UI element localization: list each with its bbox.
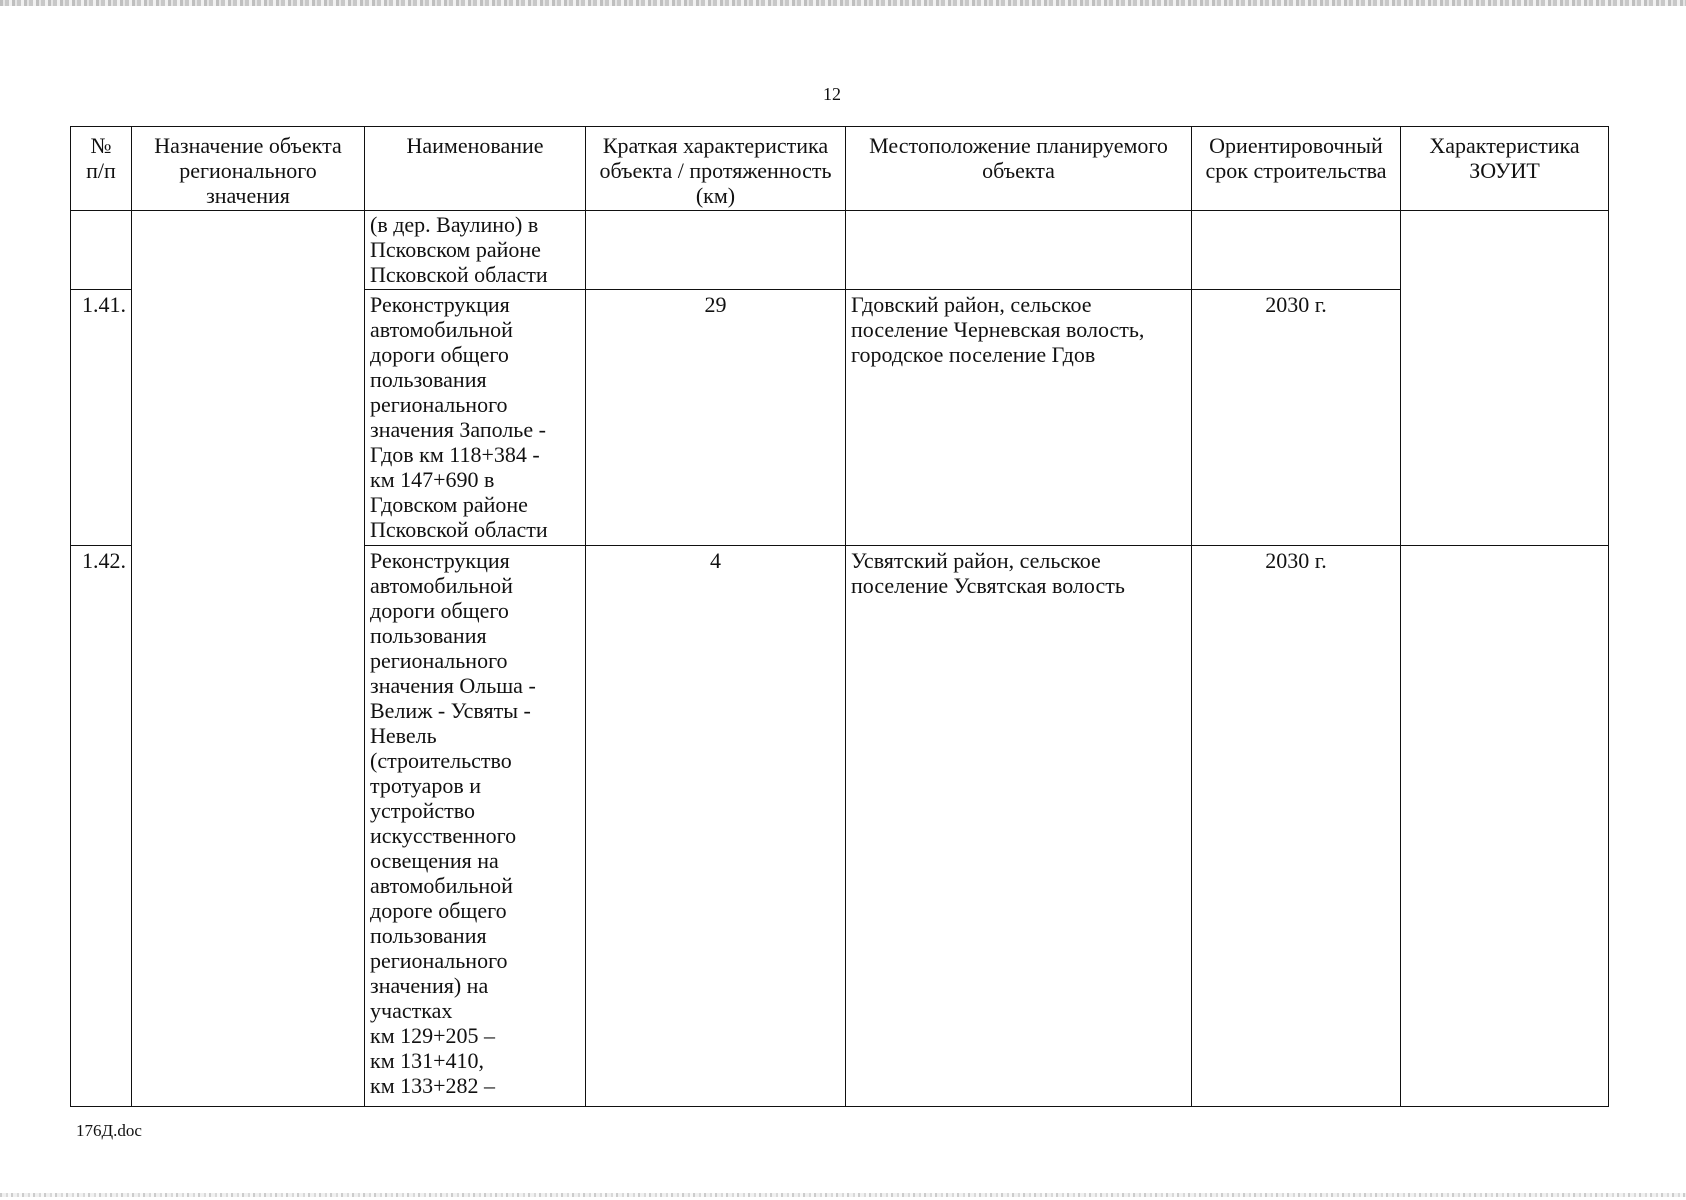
cell-name (365, 546, 586, 1107)
cell-characteristic: 4 (586, 546, 846, 1107)
header-term: Ориентировочный срок строительства (1192, 127, 1401, 211)
table-header-row (71, 127, 1609, 211)
header-characteristic: Краткая характеристика объекта / протяженность (км) (586, 127, 846, 211)
header-num-label: № п/п (86, 133, 116, 183)
page-number: 12 (823, 84, 841, 104)
cell-location: Усвятский район, сельское поселение Усвятская волость (846, 546, 1192, 1107)
cell-num: 1.41. (71, 290, 132, 546)
objects-table (70, 126, 1609, 1107)
scan-edge-top (0, 0, 1686, 6)
cell-term: 2030 г. (1192, 290, 1401, 546)
header-purpose: Назначение объекта регионального значения (132, 127, 365, 211)
cell-num (71, 211, 132, 290)
cell-zouit (1401, 211, 1609, 546)
cell-characteristic: 29 (586, 290, 846, 546)
cell-characteristic (586, 211, 846, 290)
header-zouit: Характеристика ЗОУИТ (1401, 127, 1609, 211)
cell-term: 2030 г. (1192, 546, 1401, 1107)
cell-name-text: (в дер. Ваулино) в Псковском районе Псковской области (370, 212, 548, 287)
scan-edge-bottom (0, 1193, 1686, 1197)
header-location: Местоположение планируемого объекта (846, 127, 1192, 211)
cell-zouit (1401, 546, 1609, 1107)
cell-name-text: Реконструкция автомобильной дороги общего пользования регионального значения Ольша - Велиж - Усвяты - Невель (строительство тротуаров и устройство искусственного освещения на автомобильной дороге общего пользования регионального значения) на участках км 129+205 – км 131+410, км 133+282 – (370, 548, 536, 1098)
cell-term (1192, 211, 1401, 290)
cell-location (846, 211, 1192, 290)
cell-name-text: Реконструкция автомобильной дороги общего пользования регионального значения Заполье - Гдов км 118+384 - км 147+690 в Гдовском районе Псковской области (370, 292, 548, 542)
header-name: Наименование (365, 127, 586, 211)
cell-purpose (132, 211, 365, 1107)
cell-name (365, 290, 586, 546)
footer-filename: 176Д.doc (76, 1121, 142, 1140)
table-row (71, 211, 1609, 290)
cell-num: 1.42. (71, 546, 132, 1107)
cell-name (365, 211, 586, 290)
cell-location: Гдовский район, сельское поселение Черневская волость, городское поселение Гдов (846, 290, 1192, 546)
header-num (71, 127, 132, 211)
